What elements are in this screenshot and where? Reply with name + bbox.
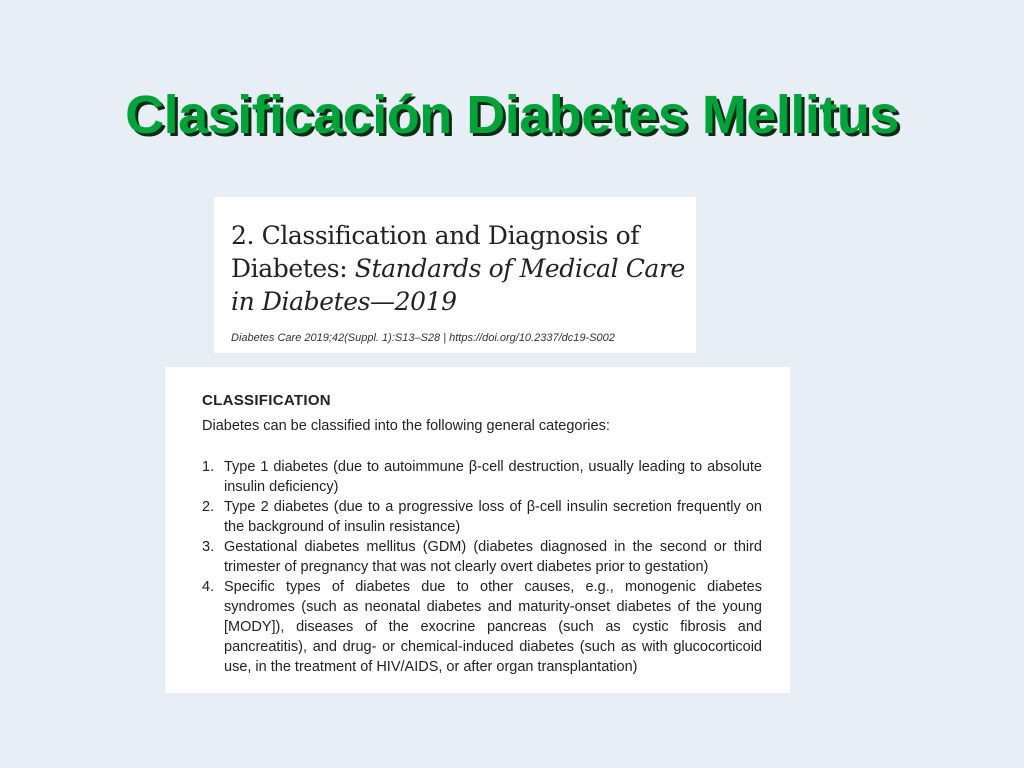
article-header-image <box>214 197 696 353</box>
classification-intro: Diabetes can be classified into the following general categories: <box>202 418 610 434</box>
article-title-plain: 2. Classification and Diagnosis of Diabetes: <box>231 221 640 283</box>
list-item-number: 3. <box>202 539 215 555</box>
list-item-number: 2. <box>202 499 215 515</box>
list-item-number: 1. <box>202 459 215 475</box>
classification-excerpt-image <box>165 367 790 693</box>
classification-list <box>202 457 762 677</box>
classification-heading: CLASSIFICATION <box>202 392 331 409</box>
list-item <box>202 457 762 497</box>
list-item-number: 4. <box>202 579 215 595</box>
list-item <box>202 497 762 537</box>
list-item <box>202 537 762 577</box>
slide-title: Clasificación Diabetes Mellitus <box>125 85 899 145</box>
list-item-text: Type 1 diabetes (due to autoimmune β-cell destruction, usually leading to absolute insulin deficiency) <box>224 459 762 495</box>
list-item-text: Specific types of diabetes due to other causes, e.g., monogenic diabetes syndromes (such as neonatal diabetes and maturity-onset diabetes of the young [MODY]), diseases of the exocrine pancreas (such as cystic fibrosis and pancreatitis), and drug- or chemical-induced diabetes (such as with glucocorticoid use, in the treatment of HIV/AIDS, or after organ transplantation) <box>224 579 762 675</box>
list-item-text: Gestational diabetes mellitus (GDM) (diabetes diagnosed in the second or third trimester of pregnancy that was not clearly overt diabetes prior to gestation) <box>224 539 762 575</box>
list-item <box>202 577 762 677</box>
list-item-text: Type 2 diabetes (due to a progressive loss of β-cell insulin secretion frequently on the background of insulin resistance) <box>224 499 762 535</box>
article-title-italic: Standards of Medical Care in Diabetes—2019 <box>231 254 685 316</box>
article-title <box>231 219 691 318</box>
article-citation: Diabetes Care 2019;42(Suppl. 1):S13–S28 | https://doi.org/10.2337/dc19-S002 <box>231 332 615 344</box>
